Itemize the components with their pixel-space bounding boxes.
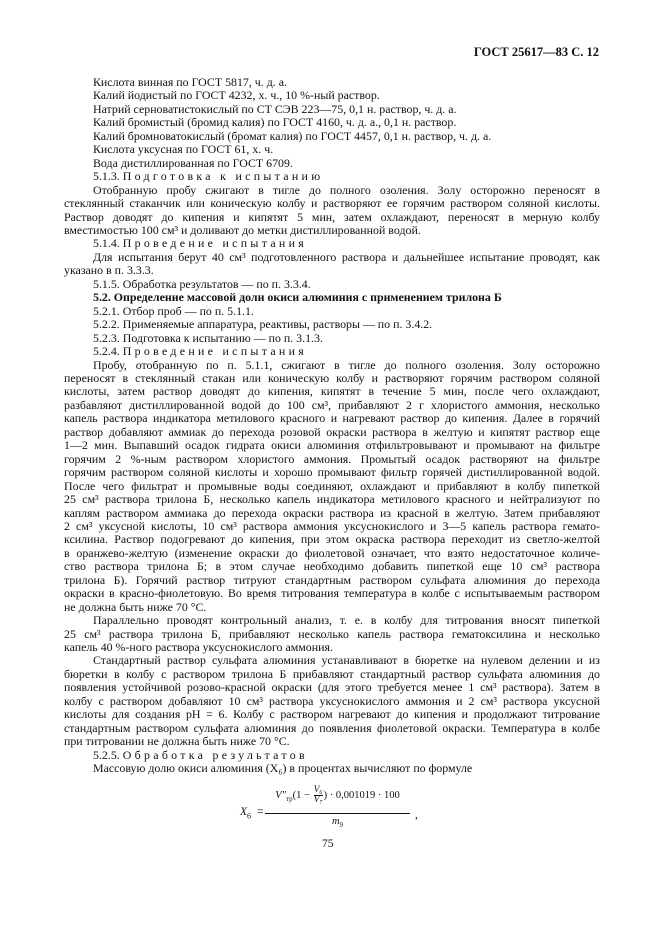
text-line: 25 см³ раствора трилона Б, прибавляют несколько капель раствора гематоксилина и несколько xyxy=(64,626,600,641)
text-line: Раствор доводят до кипения и кипятят 5 мин, затем охлаждают, переносят в мерную колбу xyxy=(64,209,600,224)
formula-lhs-var: X xyxy=(240,806,248,818)
formula-lhs xyxy=(240,806,251,820)
formula xyxy=(240,776,430,836)
formula-numerator xyxy=(265,786,410,805)
text-line: 1—2 мин. Выпавший осадок гидрата окиси алюминия отфильтровывают и промывают на фильтре xyxy=(64,438,600,453)
text-line: Массовую долю окиси алюминия (X₆) в процентах вычисляют по формуле xyxy=(93,761,473,776)
section-number: 5.2.4. xyxy=(93,344,120,359)
formula-inner-fraction xyxy=(314,786,323,805)
text-line: Калий бромистый (бромид калия) по ГОСТ 4160, ч. д. а., 0,1 н. раствор. xyxy=(93,115,457,130)
bold-heading-line: 5.2. Определение массовой доли окиси алюминия с применением трилона Б xyxy=(93,290,502,305)
formula-inner-bottom: V₇ xyxy=(313,795,323,805)
formula-comma: , xyxy=(415,809,418,821)
text-line: разбавляют дистиллированной водой до 100 см³, прибавляют 2 г хлористого аммония, несколько xyxy=(64,397,600,412)
text-line: Для испытания берут 40 см³ подготовленного раствора и дальнейшее испытание проводят, как xyxy=(93,249,600,264)
fraction-bar xyxy=(265,813,410,814)
text-line: кислоты, затем раствор доводят до кипения, кипятят в течение 5 мин, после чего охлаждают, xyxy=(64,384,600,399)
section-heading xyxy=(64,345,600,358)
text-line: После чего фильтрат и промывные воды соединяют, охлаждают и прибавляют в колбу пипеткой xyxy=(64,478,600,493)
formula-lhs-sub: 6 xyxy=(247,811,252,821)
text-line: указано в п. 3.3.3. xyxy=(64,263,154,278)
page-header: ГОСТ 25617—83 С. 12 xyxy=(473,45,599,59)
text-line: 5.2.2. Применяемые аппаратура, реактивы, растворы — по п. 3.4.2. xyxy=(93,317,433,332)
formula-open: (1 − xyxy=(292,789,310,801)
formula-inner-top: V₆ xyxy=(313,785,323,795)
text-line: бюретки в колбу с раствором трилона Б прибавляют стандартный раствор сульфата алюминия до xyxy=(64,666,600,681)
section-title: Подготовка к испытанию xyxy=(122,169,324,184)
text-line: переносят в стеклянный стакан или коническую колбу и растворяют горячим раствором соляной xyxy=(64,370,600,385)
page-number: 75 xyxy=(322,838,334,850)
text-line: стандартным раствором сульфата алюминия до появления фиолетовой окраски. Температура в колбе xyxy=(64,720,600,735)
formula-v-sub: тр xyxy=(285,795,293,803)
section-number: 5.1.3. xyxy=(93,169,120,184)
text-line: колбу с раствором добавляют 10 см³ раствора уксуснокислого аммония и 2 см³ раствора уксусной xyxy=(64,693,600,708)
text-line: стеклянный стаканчик или коническую колбу и растворяют ее горячим раствором соляной кислоты. xyxy=(64,196,600,211)
text-line: капель 40 %-ного раствора уксуснокислого аммония. xyxy=(64,640,333,655)
text-line: Натрий серноватистокислый по СТ СЭВ 223—75, 0,1 н. раствор, ч. д. а. xyxy=(93,101,457,116)
text-line: горячим раствором соляной кислоты и хорошо промывают фильтр горячей дистиллированной водой. xyxy=(64,465,600,480)
text-line: Отобранную пробу сжигают в тигле до полного озоления. Золу осторожно переносят в xyxy=(93,182,600,197)
text-line: ксилина. Раствор подогревают до кипения, при этом окраска раствора переходит из светло-желтой xyxy=(64,532,600,547)
text-line: Кислота винная по ГОСТ 5817, ч. д. а. xyxy=(93,75,287,89)
text-line: Калий йодистый по ГОСТ 4232, х. ч., 10 %-ный раствор. xyxy=(93,88,380,103)
text-line: ство раствора трилона Б; в этом случае необходимо добавить пипеткой еще 10 см³ раствора xyxy=(64,559,600,574)
formula-m: m xyxy=(331,816,340,827)
section-title: Проведение испытания xyxy=(122,236,308,251)
section-heading xyxy=(64,749,600,762)
text-line: 5.1.5. Обработка результатов — по п. 3.3.4. xyxy=(93,276,311,291)
text-line: 2 см³ уксусной кислоты, 10 см³ раствора аммония уксуснокислого и 3—5 капель раствора гемато- xyxy=(64,518,600,533)
text-line: не должна быть ниже 70 °С. xyxy=(64,599,207,614)
text-line: Параллельно проводят контрольный анализ, т. е. в колбу для титрования вносят пипеткой xyxy=(93,613,600,628)
text-line: 5.2.1. Отбор проб — по п. 5.1.1. xyxy=(93,303,254,318)
text-line: раствор добавляют аммиак до перехода розовой окраски раствора в желтую и кипятят раствор еще xyxy=(64,424,600,439)
section-number: 5.1.4. xyxy=(93,236,120,251)
formula-equals: = xyxy=(257,806,264,818)
text-line: горячим 2 %-ным раствором хлористого аммония. Промытый осадок растворяют на фильтре xyxy=(64,451,600,466)
section-title: Обработка результатов xyxy=(122,747,308,762)
text-line: каплям раствором аммиака до перехода окраски раствора из красной в желтую. Затем прибавляют xyxy=(64,505,600,520)
text-line: Стандартный раствор сульфата алюминия устанавливают в бюретке на нулевом делении и из xyxy=(93,653,600,668)
formula-v: V″ xyxy=(275,789,286,801)
text-line: трилона Б). Горячий раствор титруют стандартным раствором сульфата алюминия до перехода xyxy=(64,572,600,587)
text-line: окраски в красно-фиолетовую. Во время титрования температура в колбе с испытываемым раствором xyxy=(64,586,600,601)
text-line: 25 см³ раствора трилона Б, несколько капель индикатора метилового красного и нейтрализуют по xyxy=(64,492,600,507)
text-line: Калий бромноватокислый (бромат калия) по ГОСТ 4457, 0,1 н. раствор, ч. д. а. xyxy=(93,128,492,143)
text-line: в оранжево-желтую (изменение окраски до фиолетовой означает, что взято недостаточное количе- xyxy=(64,545,600,560)
section-title: Проведение испытания xyxy=(122,344,308,359)
document-body xyxy=(64,76,600,776)
formula-m-sub: 9 xyxy=(339,821,344,830)
text-line: Кислота уксусная по ГОСТ 61, х. ч. xyxy=(93,142,274,157)
text-line: вместимостью 100 см³ и доливают до метки дистиллированной водой. xyxy=(64,222,421,237)
section-number: 5.2.5. xyxy=(93,747,120,762)
text-line: кислоты для создания pH = 6. Колбу с раствором нагревают до кипения и продолжают титрование xyxy=(64,707,600,722)
section-heading xyxy=(64,170,600,183)
section-heading xyxy=(64,237,600,250)
text-line: Вода дистиллированная по ГОСТ 6709. xyxy=(93,155,293,170)
text-line: Пробу, отобранную по п. 5.1.1, сжигают в тигле до полного озоления. Золу осторожно xyxy=(93,357,600,372)
formula-denominator xyxy=(265,816,410,829)
text-line: капель раствора индикатора метилового красного и нагревают раствор до кипения. Далее в горячий xyxy=(64,411,600,426)
formula-rest: ) · 0,001019 · 100 xyxy=(323,789,400,801)
text-line: при титровании не должна быть ниже 70 °С. xyxy=(64,734,290,749)
text-line: появления устойчивой розово-красной окраски (для этого требуется менее 1 см³ раствора). Затем в xyxy=(64,680,600,695)
text-line: 5.2.3. Подготовка к испытанию — по п. 3.1.3. xyxy=(93,330,323,345)
